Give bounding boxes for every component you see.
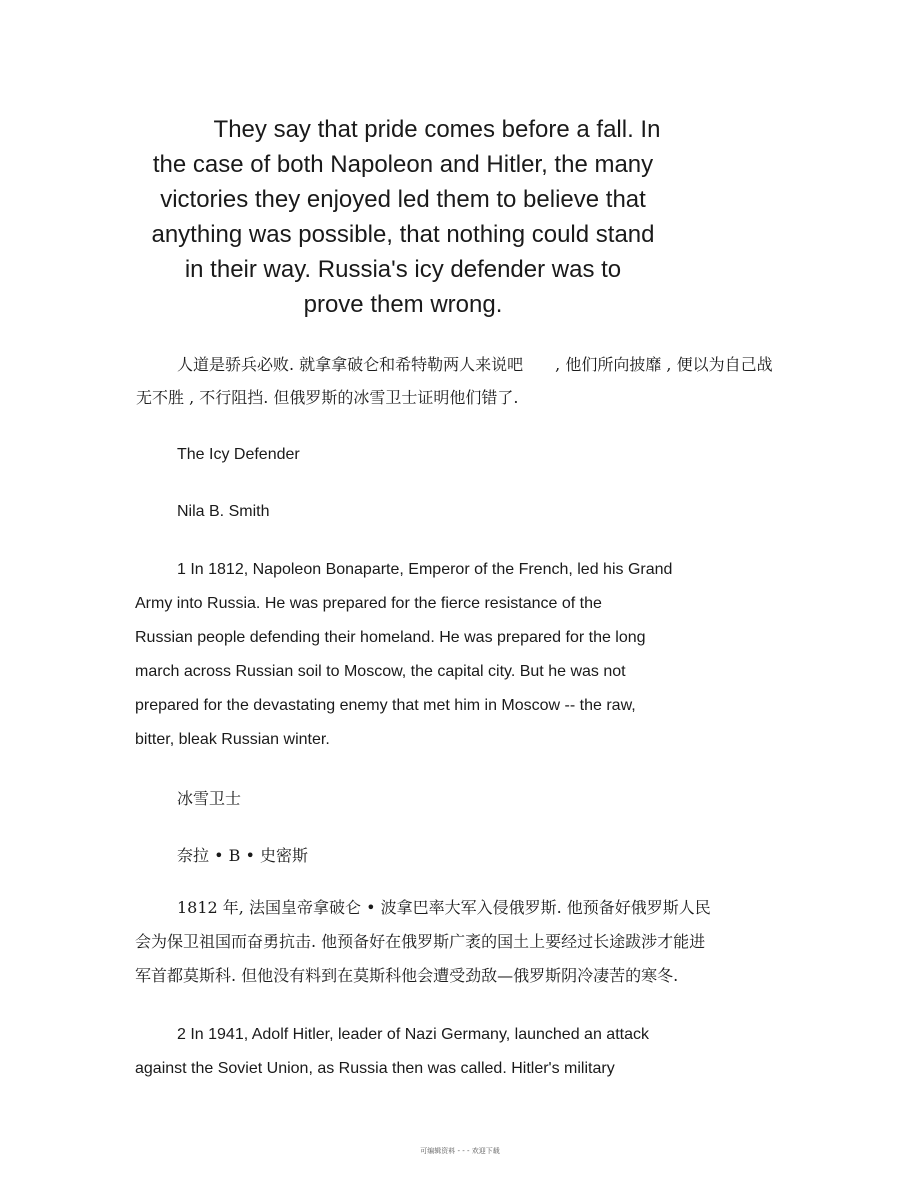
paragraph-line: 1812 年, 法国皇帝拿破仑 • 波拿巴率大军入侵俄罗斯. 他预备好俄罗斯人民 <box>177 898 711 917</box>
paragraph-2-en <box>135 1018 735 1086</box>
paragraph-line: Army into Russia. He was prepared for the fierce resistance of the <box>135 595 602 612</box>
page-footer: 可编辑资料 - - - 欢迎下载 <box>420 1147 500 1155</box>
paragraph-line: against the Soviet Union, as Russia then was called. Hitler's military <box>135 1060 615 1077</box>
intro-line: prove them wrong. <box>303 291 503 318</box>
paragraph-line: 会为保卫祖国而奋勇抗击. 他预备好在俄罗斯广袤的国土上要经过长途跋涉才能进 <box>135 932 706 951</box>
intro-line: anything was possible, that nothing could stand <box>151 221 655 248</box>
paragraph-line: prepared for the devastating enemy that met him in Moscow -- the raw, <box>135 697 636 714</box>
intro-line: in their way. Russia's icy defender was to <box>184 256 622 283</box>
intro-line: the case of both Napoleon and Hitler, the many <box>152 151 654 178</box>
paragraph-1-cn <box>135 891 735 993</box>
paragraph-line: Russian people defending their homeland. He was prepared for the long <box>135 629 646 646</box>
intro-line: They say that pride comes before a fall. In <box>213 116 661 143</box>
paragraph-line: 1 In 1812, Napoleon Bonaparte, Emperor of the French, led his Grand <box>177 561 673 578</box>
article-author: Nila B. Smith <box>177 503 270 520</box>
paragraph-line: bitter, bleak Russian winter. <box>135 731 330 748</box>
article-title: The Icy Defender <box>177 446 300 463</box>
paragraph-line: 2 In 1941, Adolf Hitler, leader of Nazi Germany, launched an attack <box>177 1026 649 1043</box>
intro-translation: 人道是骄兵必败. 就拿拿破仑和希特勒两人来说吧 , 他们所向披靡 , 便以为自己战无不胜 , 不行阻挡. 但俄罗斯的冰雪卫士证明他们错了. <box>136 355 773 407</box>
intro-line: victories they enjoyed led them to believe that <box>160 186 646 213</box>
intro-passage <box>128 112 678 322</box>
paragraph-1-en <box>135 553 735 757</box>
article-title-cn: 冰雪卫士 <box>177 789 242 808</box>
paragraph-line: 军首都莫斯科. 但他没有料到在莫斯科他会遭受劲敌—俄罗斯阴冷凄苦的寒冬. <box>135 966 679 985</box>
paragraph-line: march across Russian soil to Moscow, the capital city. But he was not <box>135 663 626 680</box>
article-author-cn: 奈拉 • B • 史密斯 <box>177 846 308 865</box>
